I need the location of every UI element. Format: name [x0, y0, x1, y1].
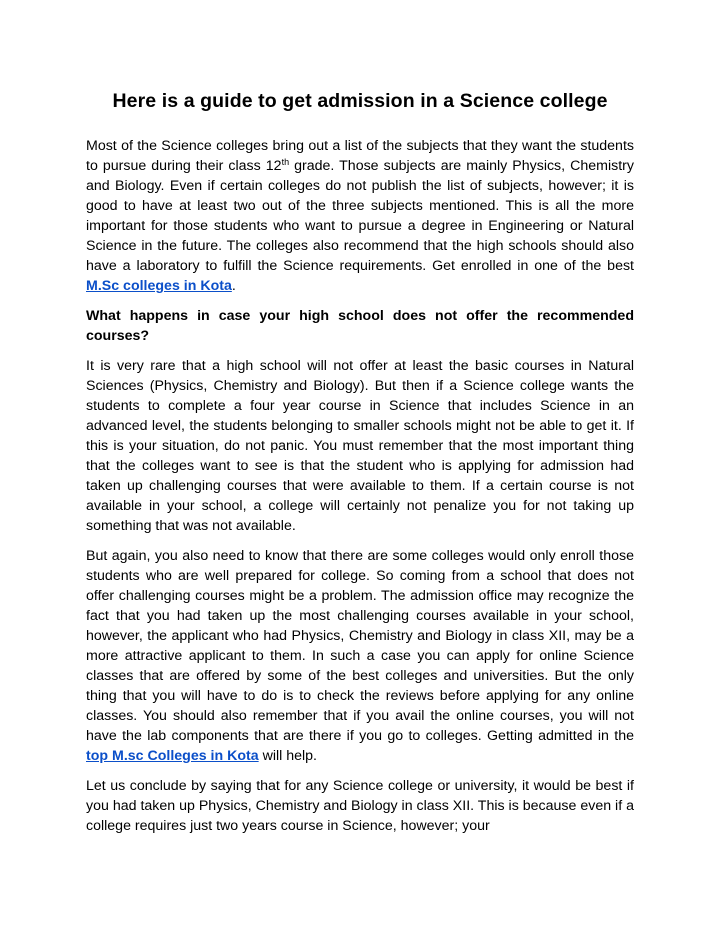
document-title: Here is a guide to get admission in a Science college: [112, 90, 608, 112]
paragraph-rare-courses: It is very rare that a high school will not offer at least the basic courses in Natural Sciences (Physics, Chemistry and Biology). But then if a Science college wants the students to complete a four year course in Science that includes Science in an advanced level, the students belonging to smaller schools might not be able to get it. If this is your situation, do not panic. You must remember that the most important thing that the colleges want to see is that the student who is applying for admission had taken up challenging courses that were available to them. If a certain course is not available in your school, a college will certainly not penalize you for not taking up something that was not available.: [86, 358, 634, 534]
paragraph-intro-text-a: Most of the Science colleges bring out a list of the subjects that they want the students to pursue during their class 12: [86, 138, 634, 174]
paragraph-intro-text-b: grade. Those subjects are mainly Physics, Chemistry and Biology. Even if certain colleges do not publish the list of subjects, however; it is good to have at least two out of the three subjects mentioned. This is all the more important for those students who want to pursue a degree in Engineering or Natural Science in the future. The colleges also recommend that the high schools should also have a laboratory to fulfill the Science requirements. Get enrolled in one of the best: [86, 158, 634, 274]
paragraph-intro: [86, 136, 634, 296]
paragraph-prepared-students: [86, 546, 634, 766]
section-heading: What happens in case your high school does not offer the recommended courses?: [86, 308, 634, 344]
paragraph-conclusion: Let us conclude by saying that for any Science college or university, it would be best if you had taken up Physics, Chemistry and Biology in class XII. This is because even if a college requires just two years course in Science, however; your: [86, 778, 634, 834]
paragraph-prepared-end: will help.: [258, 748, 317, 764]
top-msc-colleges-kota-link[interactable]: top M.sc Colleges in Kota: [86, 748, 259, 764]
superscript-th: th: [281, 157, 290, 167]
paragraph-prepared-text: But again, you also need to know that there are some colleges would only enroll those students who are well prepared for college. So coming from a school that does not offer challenging courses might be a problem. The admission office may recognize the fact that you had taken up the most challenging courses available in your school, however, the applicant who had Physics, Chemistry and Biology in class XII, may be a more attractive applicant to them. In such a case you can apply for online Science classes that are offered by some of the best colleges and universities. But the only thing that you will have to do is to check the reviews before applying for any online classes. You should also remember that if you avail the online courses, you will not have the lab components that are there if you go to colleges. Getting admitted in the: [86, 548, 634, 744]
paragraph-intro-end: .: [231, 278, 236, 294]
msc-colleges-kota-link[interactable]: M.Sc colleges in Kota: [86, 278, 232, 294]
